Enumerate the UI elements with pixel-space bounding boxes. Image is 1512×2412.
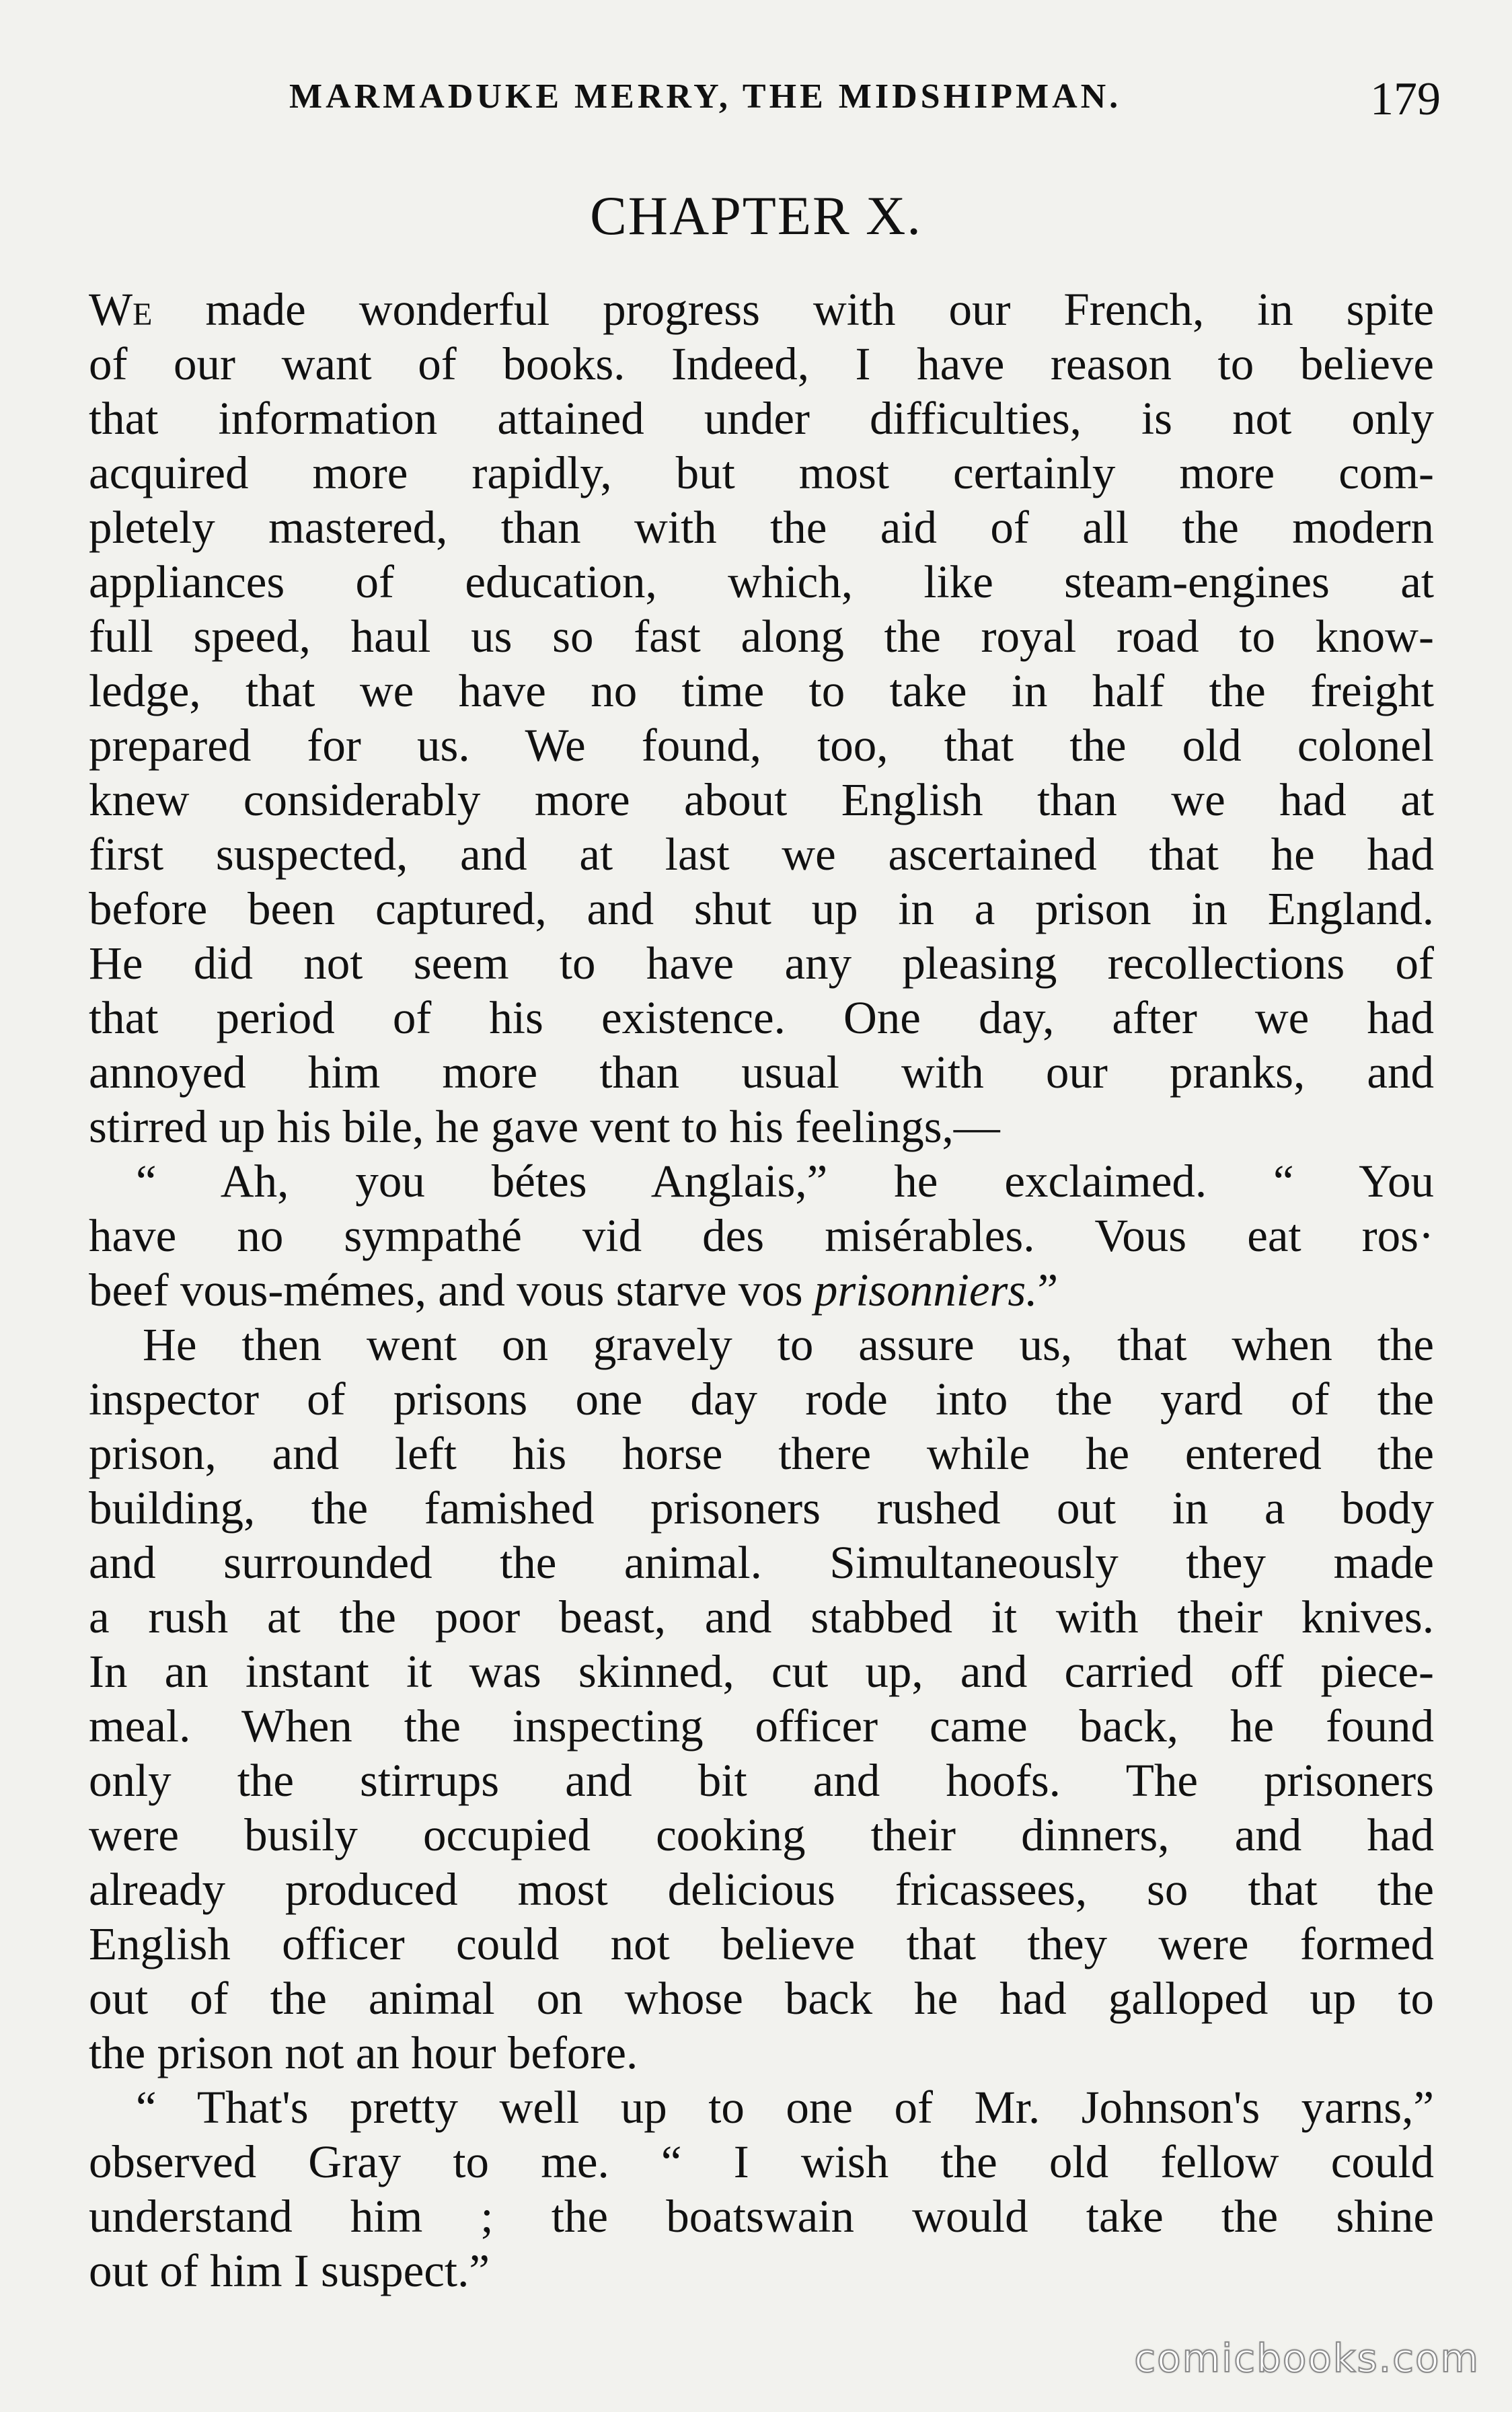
text-line: inspector of prisons one day rode into the yard of the <box>89 1373 1434 1425</box>
text-line: and surrounded the animal. Simultaneously they made <box>89 1537 1434 1588</box>
text-line: already produced most delicious fricassees, so that the <box>89 1864 1434 1915</box>
text-line: “ That's pretty well up to one of Mr. Johnson's yarns,” <box>136 2082 1434 2133</box>
text-line: understand him ; the boatswain would take the shine <box>89 2191 1434 2242</box>
text-line: the prison not an hour before. <box>89 2027 638 2078</box>
text-line: annoyed him more than usual with our pranks, and <box>89 1047 1434 1098</box>
text-line: have no sympathé vid des misérables. Vous eat ros· <box>89 1210 1434 1261</box>
italic-word: prisonniers. <box>814 1265 1038 1316</box>
text-line: meal. When the inspecting officer came back, he found <box>89 1700 1434 1751</box>
running-header <box>87 73 1441 133</box>
page-number: 179 <box>1370 73 1441 125</box>
text-line: “ Ah, you bétes Anglais,” he exclaimed. “ You <box>136 1156 1434 1207</box>
text-line: only the stirrups and bit and hoofs. The prisoners <box>89 1755 1434 1806</box>
text-line: out of him I suspect.” <box>89 2245 490 2296</box>
text-line: acquired more rapidly, but most certainly more com- <box>89 447 1434 498</box>
drop-word: We <box>89 284 153 335</box>
text-line: stirred up his bile, he gave vent to his feelings,— <box>89 1101 1000 1152</box>
text-line: He then went on gravely to assure us, that when the <box>143 1319 1434 1370</box>
text-line: that information attained under difficulties, is not only <box>89 393 1434 444</box>
text-line: a rush at the poor beast, and stabbed it with their knives. <box>89 1591 1434 1643</box>
text-line: appliances of education, which, like steam-engines at <box>89 556 1434 607</box>
text-line: of our want of books. Indeed, I have reason to believe <box>89 338 1434 389</box>
text-line: English officer could not believe that they were formed <box>89 1918 1434 1969</box>
running-title: MARMADUKE MERRY, THE MIDSHIPMAN. <box>289 77 1122 116</box>
text-line: In an instant it was skinned, cut up, and carried off piece- <box>89 1646 1434 1697</box>
text-line: that period of his existence. One day, after we had <box>89 992 1434 1043</box>
text-line: We made wonderful progress with our French, in spite <box>89 284 1434 335</box>
text-line: were busily occupied cooking their dinners, and had <box>89 1809 1434 1860</box>
body-text <box>89 282 1434 2298</box>
text-line: out of the animal on whose back he had galloped up to <box>89 1973 1434 2024</box>
text-line: beef vous-mémes, and vous starve vos prisonniers.” <box>89 1265 1059 1316</box>
text-line: first suspected, and at last we ascertained that he had <box>89 829 1434 880</box>
text-line: knew considerably more about English than we had at <box>89 774 1434 825</box>
watermark: comicbooks.com <box>1134 2335 1480 2381</box>
chapter-heading: CHAPTER X. <box>590 185 922 246</box>
text-line: He did not seem to have any pleasing recollections of <box>89 938 1434 989</box>
text-line: full speed, haul us so fast along the royal road to know- <box>89 611 1434 662</box>
text-line: building, the famished prisoners rushed out in a body <box>89 1482 1434 1534</box>
text-line: pletely mastered, than with the aid of all the modern <box>89 502 1434 553</box>
text-line: ledge, that we have no time to take in half the freight <box>89 665 1434 716</box>
text-line: before been captured, and shut up in a prison in England. <box>89 883 1434 934</box>
text-line: observed Gray to me. “ I wish the old fellow could <box>89 2136 1434 2187</box>
text-line: prison, and left his horse there while he entered the <box>89 1428 1434 1479</box>
text-line: prepared for us. We found, too, that the old colonel <box>89 720 1434 771</box>
